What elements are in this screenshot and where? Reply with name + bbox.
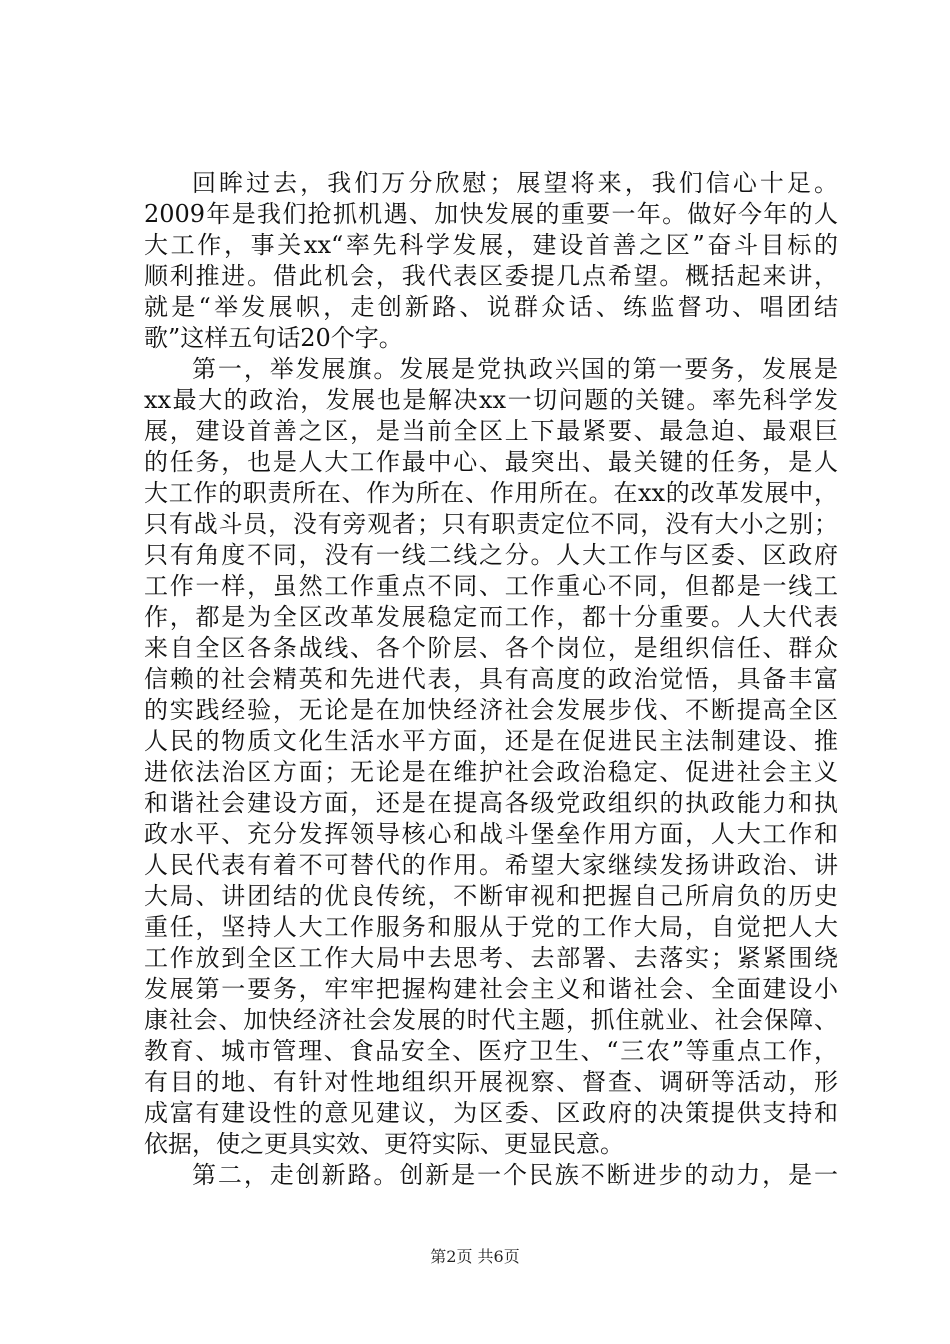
document-body (144, 168, 838, 1191)
text-line: 顺利推进。借此机会，我代表区委提几点希望。概括起来讲， (144, 262, 838, 290)
text-line: 成富有建设性的意见建议，为区委、区政府的决策提供支持和 (144, 1099, 838, 1127)
text-line: 发展第一要务，牢牢把握构建社会主义和谐社会、全面建设小 (144, 975, 838, 1003)
text-line: 回眸过去，我们万分欣慰；展望将来，我们信心十足。 (192, 169, 838, 197)
text-line: 工作放到全区工作大局中去思考、去部署、去落实；紧紧围绕 (144, 944, 838, 972)
text-line: 教育、城市管理、食品安全、医疗卫生、“三农”等重点工作， (144, 1037, 838, 1065)
text-line: 人民代表有着不可替代的作用。希望大家继续发扬讲政治、讲 (144, 851, 838, 879)
text-line: 只有角度不同，没有一线二线之分。人大工作与区委、区政府 (144, 541, 838, 569)
text-line: 和谐社会建设方面，还是在提高各级党政组织的执政能力和执 (144, 789, 838, 817)
text-line: 大局、讲团结的优良传统，不断审视和把握自己所肩负的历史 (144, 882, 838, 910)
text-line: 政水平、充分发挥领导核心和战斗堡垒作用方面，人大工作和 (144, 820, 838, 848)
text-line: 人民的物质文化生活水平方面，还是在促进民主法制建设、推 (144, 727, 838, 755)
text-line: 依据，使之更具实效、更符实际、更显民意。 (144, 1130, 624, 1158)
page-number-label: 第2页 共6页 (430, 1247, 520, 1266)
text-line: 康社会、加快经济社会发展的时代主题，抓住就业、社会保障、 (144, 1006, 838, 1034)
text-line: 第二，走创新路。创新是一个民族不断进步的动力，是一 (192, 1161, 838, 1189)
text-line: 大工作，事关xx“率先科学发展，建设首善之区”奋斗目标的 (144, 231, 838, 259)
text-line: 来自全区各条战线、各个阶层、各个岗位，是组织信任、群众 (144, 634, 838, 662)
text-line: 信赖的社会精英和先进代表，具有高度的政治觉悟，具备丰富 (144, 665, 838, 693)
text-line: 的任务，也是人大工作最中心、最突出、最关键的任务，是人 (144, 448, 838, 476)
text-line: 作，都是为全区改革发展稳定而工作，都十分重要。人大代表 (144, 603, 838, 631)
text-line: 2009年是我们抢抓机遇、加快发展的重要一年。做好今年的人 (144, 200, 838, 228)
text-line: 只有战斗员，没有旁观者；只有职责定位不同，没有大小之别； (144, 510, 838, 538)
text-line: 有目的地、有针对性地组织开展视察、督查、调研等活动，形 (144, 1068, 838, 1096)
text-line: 展，建设首善之区，是当前全区上下最紧要、最急迫、最艰巨 (144, 417, 838, 445)
text-line: 第一，举发展旗。发展是党执政兴国的第一要务，发展是 (192, 355, 838, 383)
text-line: 进依法治区方面；无论是在维护社会政治稳定、促进社会主义 (144, 758, 838, 786)
text-line: 的实践经验，无论是在加快经济社会发展步伐、不断提高全区 (144, 696, 838, 724)
text-line: 重任，坚持人大工作服务和服从于党的工作大局，自觉把人大 (144, 913, 838, 941)
text-line: 大工作的职责所在、作为所在、作用所在。在xx的改革发展中， (144, 479, 838, 507)
page-footer (0, 1244, 950, 1267)
text-line: 就是“举发展帜，走创新路、说群众话、练监督功、唱团结 (144, 293, 838, 321)
text-line: 歌”这样五句话20个字。 (144, 324, 403, 352)
text-line: 工作一样，虽然工作重点不同、工作重心不同，但都是一线工 (144, 572, 838, 600)
text-line: xx最大的政治，发展也是解决xx一切问题的关键。率先科学发 (144, 386, 838, 414)
